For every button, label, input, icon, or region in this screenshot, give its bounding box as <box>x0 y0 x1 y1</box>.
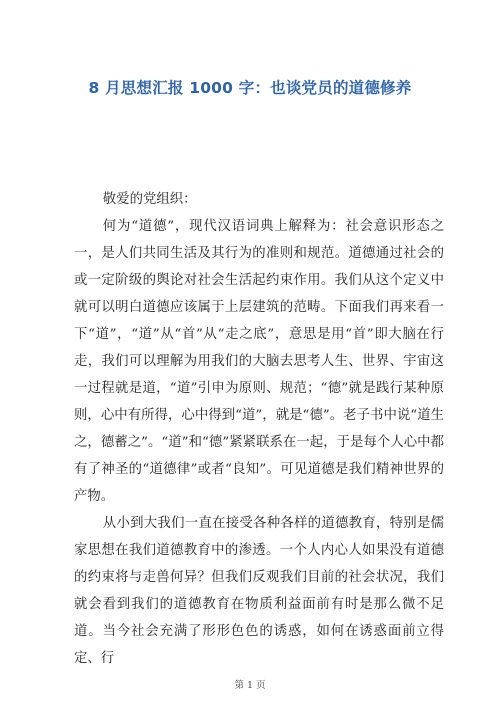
paragraph-2: 从小到大我们一直在接受各种各样的道德教育，特别是儒家思想在我们道德教育中的渗透。一个人内心人如果没有道德的约束将与走兽何异？但我们反观我们目前的社会状况，我们就会看到我们的道德教育在物质利益面前有时是那么微不足道。当今社会充满了形形色色的诱惑，如何在诱惑面前立得定、行 <box>74 516 444 666</box>
document-title: 8 月思想汇报 1000 字：也谈党员的道德修养 <box>88 79 412 97</box>
paragraph-1: 何为“道德”，现代汉语词典上解释为：社会意识形态之一，是人们共同生活及其行为的准则和规范。道德通过社会的或一定阶级的舆论对社会生活起约束作用。我们从这个定义中就可以明白道德应该属于上层建筑的范畴。下面我们再来看一下“道”，“道”从“首”从“走之底”，意思是用“首”即大脑在行走，我们可以理解为用我们的大脑去思考人生、世界、宇宙这一过程就是道，“道”引申为原则、规范；“德”就是践行某种原则，心中有所得，心中得到“道”，就是“德”。老子书中说“道生之，德蓄之”。“道”和“德”紧紧联系在一起，于是每个人心中都有了神圣的“道德律”或者“良知”。可见道德是我们精神世界的产物。 <box>74 219 444 504</box>
salutation: 敬爱的党组织： <box>102 192 197 207</box>
page-number: 第 1 页 <box>234 680 266 691</box>
document-body <box>74 186 444 672</box>
